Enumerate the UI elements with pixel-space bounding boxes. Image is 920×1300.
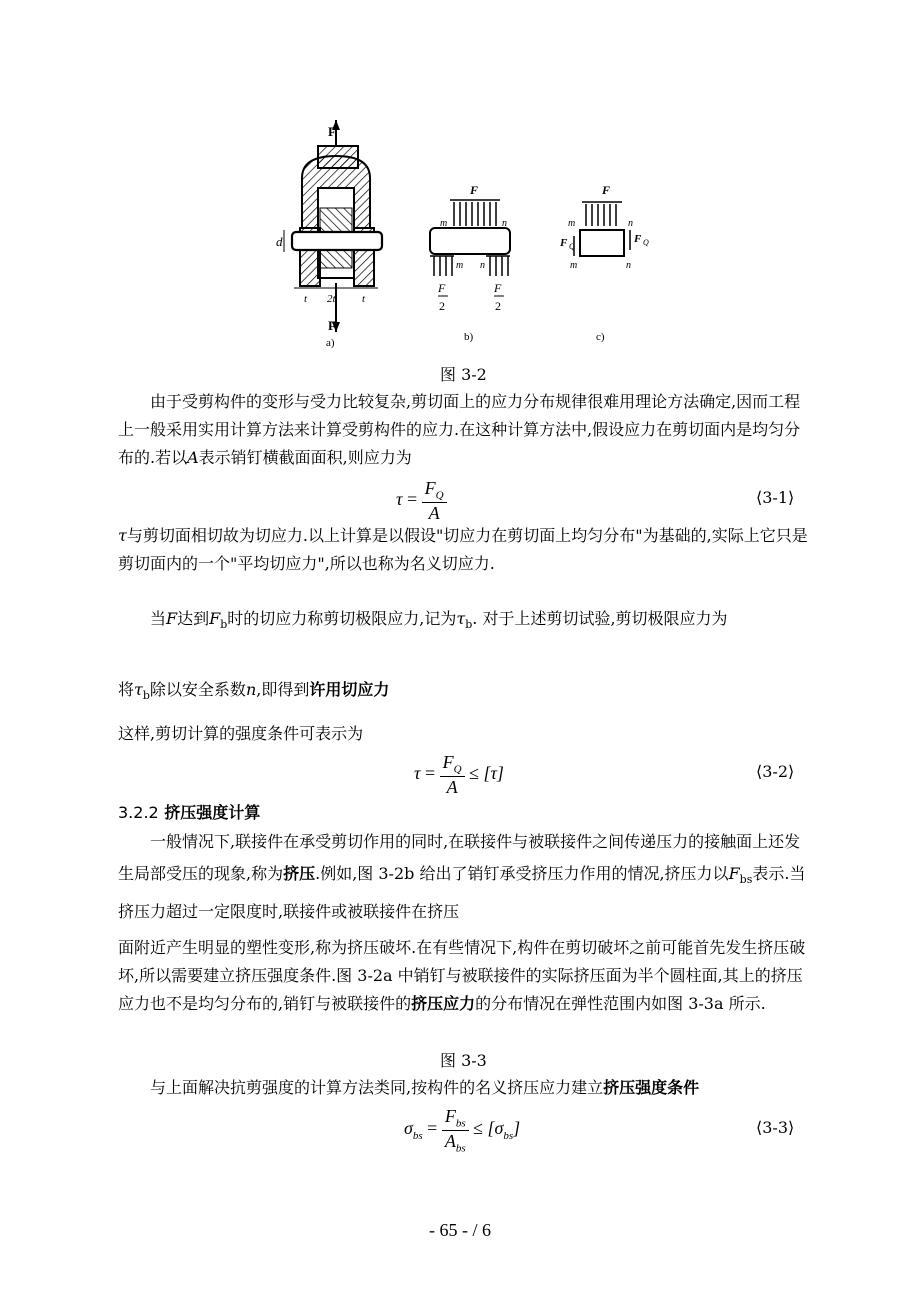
eq-relation: ≤ — [469, 762, 479, 783]
symbol-F: F — [166, 609, 178, 628]
figure-c-caption: c) — [596, 331, 605, 343]
figure-c-fq-right: F — [634, 233, 642, 245]
eq-fraction — [442, 1106, 469, 1154]
figure-b-caption: b) — [464, 331, 474, 343]
eq-denominator: A — [444, 1130, 456, 1151]
paragraph-text: 由于受剪构件的变形与受力比较复杂,剪切面上的应力分布规律很难用理论方法确定,因而工程上一般采用实用计算方法来计算受剪构件的应力.在这种计算方法中,假设应力在剪切面内是均匀分布的.若以 — [118, 392, 801, 467]
symbol-n: n — [245, 680, 257, 699]
paragraph-strength-condition: 这样,剪切计算的强度条件可表示为 — [118, 724, 364, 743]
eq-numerator-sub: Q — [435, 489, 444, 502]
paragraph-bearing-condition — [118, 1074, 808, 1102]
paragraph-text: 当 — [150, 609, 167, 628]
eq-rhs-sub: bs — [503, 1129, 514, 1142]
figure-b-half-left-num: F — [438, 281, 446, 295]
equation-3-2 — [414, 752, 504, 798]
figure-a-top-force-label: F — [328, 124, 336, 139]
figure-c-m-bottom: m — [570, 260, 578, 271]
symbol-Fb-sub: b — [220, 618, 228, 632]
equation-3-1 — [396, 478, 447, 524]
equation-number-3-3: ⟨3-3⟩ — [756, 1118, 795, 1137]
figure-c-m-top: m — [568, 218, 576, 229]
figure-c-fq-left-sub: Q — [569, 242, 575, 251]
figure-a-t-right-label: t — [362, 293, 366, 305]
figure-b-force-label: F — [470, 183, 479, 197]
paragraph-text: 一般情况下,联接件在承受剪切作用的同时,在联接件与被联接件之间传递压力的接触面上还发生局部受压的现象,称为 — [118, 832, 801, 883]
symbol-tau-sub: b — [465, 618, 473, 632]
figure-a-2t-label: 2t — [327, 293, 336, 305]
eq-equals: = — [406, 488, 418, 509]
eq-fraction — [422, 478, 447, 524]
paragraph-text: 表示销钉横截面面积,则应力为 — [198, 448, 412, 467]
paragraph-text: 面附近产生明显的塑性变形,称为挤压破坏.在有些情况下,构件在剪切破坏之前可能首先发生挤压破坏,所以需要建立挤压强度条件.图 3-2a 中销钉与被联接件的实际挤压面为半个圆柱面,其上的挤压应力也不是均匀分布的,销钉与被联接件的 — [118, 938, 806, 1013]
paragraph-text: 与上面解决抗剪强度的计算方法类同,按构件的名义挤压应力建立 — [150, 1078, 604, 1097]
equation-number-3-1: ⟨3-1⟩ — [756, 488, 795, 507]
figure-3-2-caption: 图 3-2 — [440, 365, 487, 384]
symbol-Fb: F — [209, 609, 221, 628]
figure-a-bottom-force-label: F — [328, 318, 336, 333]
eq-rhs: [τ] — [483, 762, 504, 783]
eq-numerator: F — [442, 752, 454, 772]
eq-lhs: τ — [396, 488, 403, 509]
paragraph-text: .例如,图 3-2b 给出了销钉承受挤压力作用的情况,挤压力以 — [315, 864, 729, 883]
paragraph-bearing-failure — [118, 934, 808, 1018]
equation-3-3 — [404, 1106, 520, 1154]
eq-numerator-sub: Q — [453, 763, 462, 776]
eq-lhs-sub: bs — [412, 1129, 423, 1142]
figure-a-d-label: d — [276, 234, 283, 249]
eq-lhs: σ — [404, 1118, 413, 1139]
paragraph-text: 达到 — [177, 609, 210, 628]
eq-denominator-sub: bs — [455, 1142, 466, 1155]
eq-relation: ≤ — [473, 1118, 483, 1139]
figure-c-fq-right-sub: Q — [643, 238, 649, 247]
symbol-F: F — [728, 864, 740, 883]
eq-denominator: A — [446, 776, 458, 797]
eq-equals: = — [424, 762, 436, 783]
eq-equals: = — [427, 1118, 438, 1139]
eq-numerator: F — [424, 478, 436, 498]
figure-b-half-right-den: 2 — [495, 299, 501, 313]
symbol-A: A — [187, 448, 199, 467]
paragraph-text: 与剪切面相切故为切应力.以上计算是以假设"切应力在剪切面上均匀分布"为基础的,实际上它只是剪切面内的一个"平均切应力",所以也称为名义切应力. — [118, 526, 808, 573]
eq-rhs-close: ] — [513, 1118, 521, 1139]
eq-numerator: F — [444, 1106, 456, 1126]
eq-fraction — [440, 752, 465, 798]
bold-term: 挤压强度条件 — [603, 1078, 700, 1097]
section-number: 3.2.2 — [118, 803, 159, 822]
eq-denominator: A — [428, 502, 440, 523]
paragraph-allowable — [118, 676, 808, 710]
figure-b-m-bottom: m — [456, 260, 464, 271]
figure-c-n-bottom: n — [626, 260, 631, 271]
page-number: - 65 - / 6 — [429, 1220, 491, 1240]
paragraph-bearing-intro — [118, 826, 808, 928]
figure-b-half-right-num: F — [494, 281, 502, 295]
symbol-Fbs-sub: bs — [739, 873, 753, 887]
paragraph-text: ,即得到 — [256, 680, 310, 699]
symbol-tau: τ — [456, 609, 466, 628]
figure-b-half-left-den: 2 — [439, 299, 445, 313]
paragraph-shear-assumption — [118, 388, 808, 472]
bold-term: 挤压应力 — [411, 994, 476, 1013]
bold-term: 挤压 — [283, 864, 316, 883]
figure-b-n-top: n — [502, 218, 507, 229]
paragraph-text: 时的切应力称剪切极限应力,记为 — [227, 609, 457, 628]
symbol-tau: τ — [118, 526, 127, 545]
figure-a-t-left-label: t — [304, 293, 308, 305]
figure-c-force-label: F — [602, 183, 611, 197]
figure-c-fq-left: F — [560, 237, 568, 249]
section-title: 挤压强度计算 — [164, 803, 261, 822]
paragraph-text: 将 — [118, 680, 135, 699]
paragraph-text: 表示.当挤压力超过一定限度时,联接件或被联接件在挤压 — [118, 864, 806, 922]
equation-number-3-2: ⟨3-2⟩ — [756, 762, 795, 781]
figure-a-caption: a) — [326, 337, 335, 349]
figure-3-3-caption: 图 3-3 — [440, 1051, 487, 1070]
eq-numerator-sub: bs — [455, 1117, 466, 1130]
paragraph-ultimate-stress — [118, 594, 808, 650]
figure-c-segment — [574, 202, 630, 256]
paragraph-text: . 对于上述剪切试验,剪切极限应力为 — [472, 609, 728, 628]
bold-term: 许用切应力 — [309, 680, 390, 699]
symbol-tau: τ — [134, 680, 143, 699]
figure-b-m-top: m — [440, 218, 448, 229]
symbol-tau-sub: b — [142, 689, 150, 703]
paragraph-text: 除以安全系数 — [149, 680, 246, 699]
eq-lhs: τ — [414, 762, 421, 783]
figure-c-n-top: n — [628, 218, 633, 229]
figure-3-2 — [270, 118, 670, 350]
eq-rhs: [σ — [487, 1118, 504, 1139]
figure-b-n-bottom: n — [480, 260, 485, 271]
paragraph-tau-definition — [118, 522, 808, 578]
paragraph-text: 的分布情况在弹性范围内如图 3-3a 所示. — [475, 994, 766, 1013]
section-heading — [118, 800, 260, 823]
